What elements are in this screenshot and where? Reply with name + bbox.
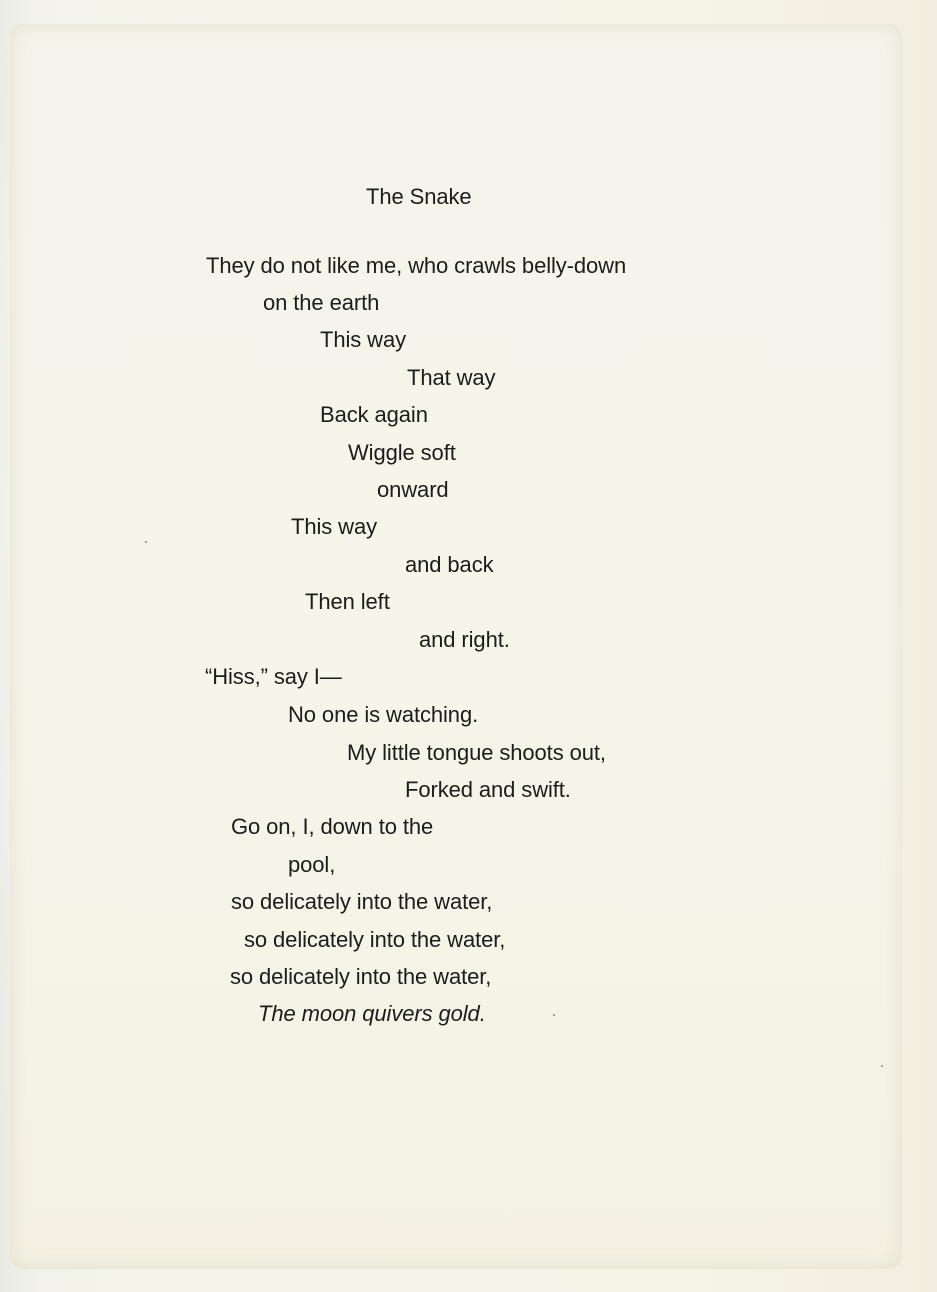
poem-line-1: They do not like me, who crawls belly-down [206, 253, 627, 278]
poem-line-11: and right. [419, 627, 510, 652]
poem-line-10: Then left [305, 589, 390, 614]
poem-title: The Snake [366, 184, 472, 209]
poem-line-6: Wiggle soft [348, 440, 456, 465]
poem-line-3: This way [320, 327, 406, 352]
poem-line-9: and back [405, 552, 494, 577]
paper-speck [881, 1065, 883, 1067]
poem-line-8: This way [291, 514, 377, 539]
poem-line-16: Go on, I, down to the [231, 814, 434, 839]
poem-line-18: so delicately into the water, [231, 889, 493, 914]
poem-line-19: so delicately into the water, [244, 927, 506, 952]
poem-line-20: so delicately into the water, [230, 964, 492, 989]
poem-line-21: The moon quivers gold. [258, 1001, 486, 1026]
poem-line-5: Back again [320, 402, 428, 427]
paper-speck [145, 541, 147, 543]
poem-line-4: That way [407, 365, 496, 390]
poem-line-7: onward [377, 477, 449, 502]
poem-line-17: pool, [288, 852, 336, 877]
poem-line-15: Forked and swift. [405, 777, 571, 802]
poem-line-13: No one is watching. [288, 702, 479, 727]
poem-line-14: My little tongue shoots out, [347, 740, 606, 765]
paper-speck [553, 1014, 555, 1016]
poem-line-12: “Hiss,” say I— [205, 664, 342, 689]
poem-line-2: on the earth [263, 290, 380, 315]
